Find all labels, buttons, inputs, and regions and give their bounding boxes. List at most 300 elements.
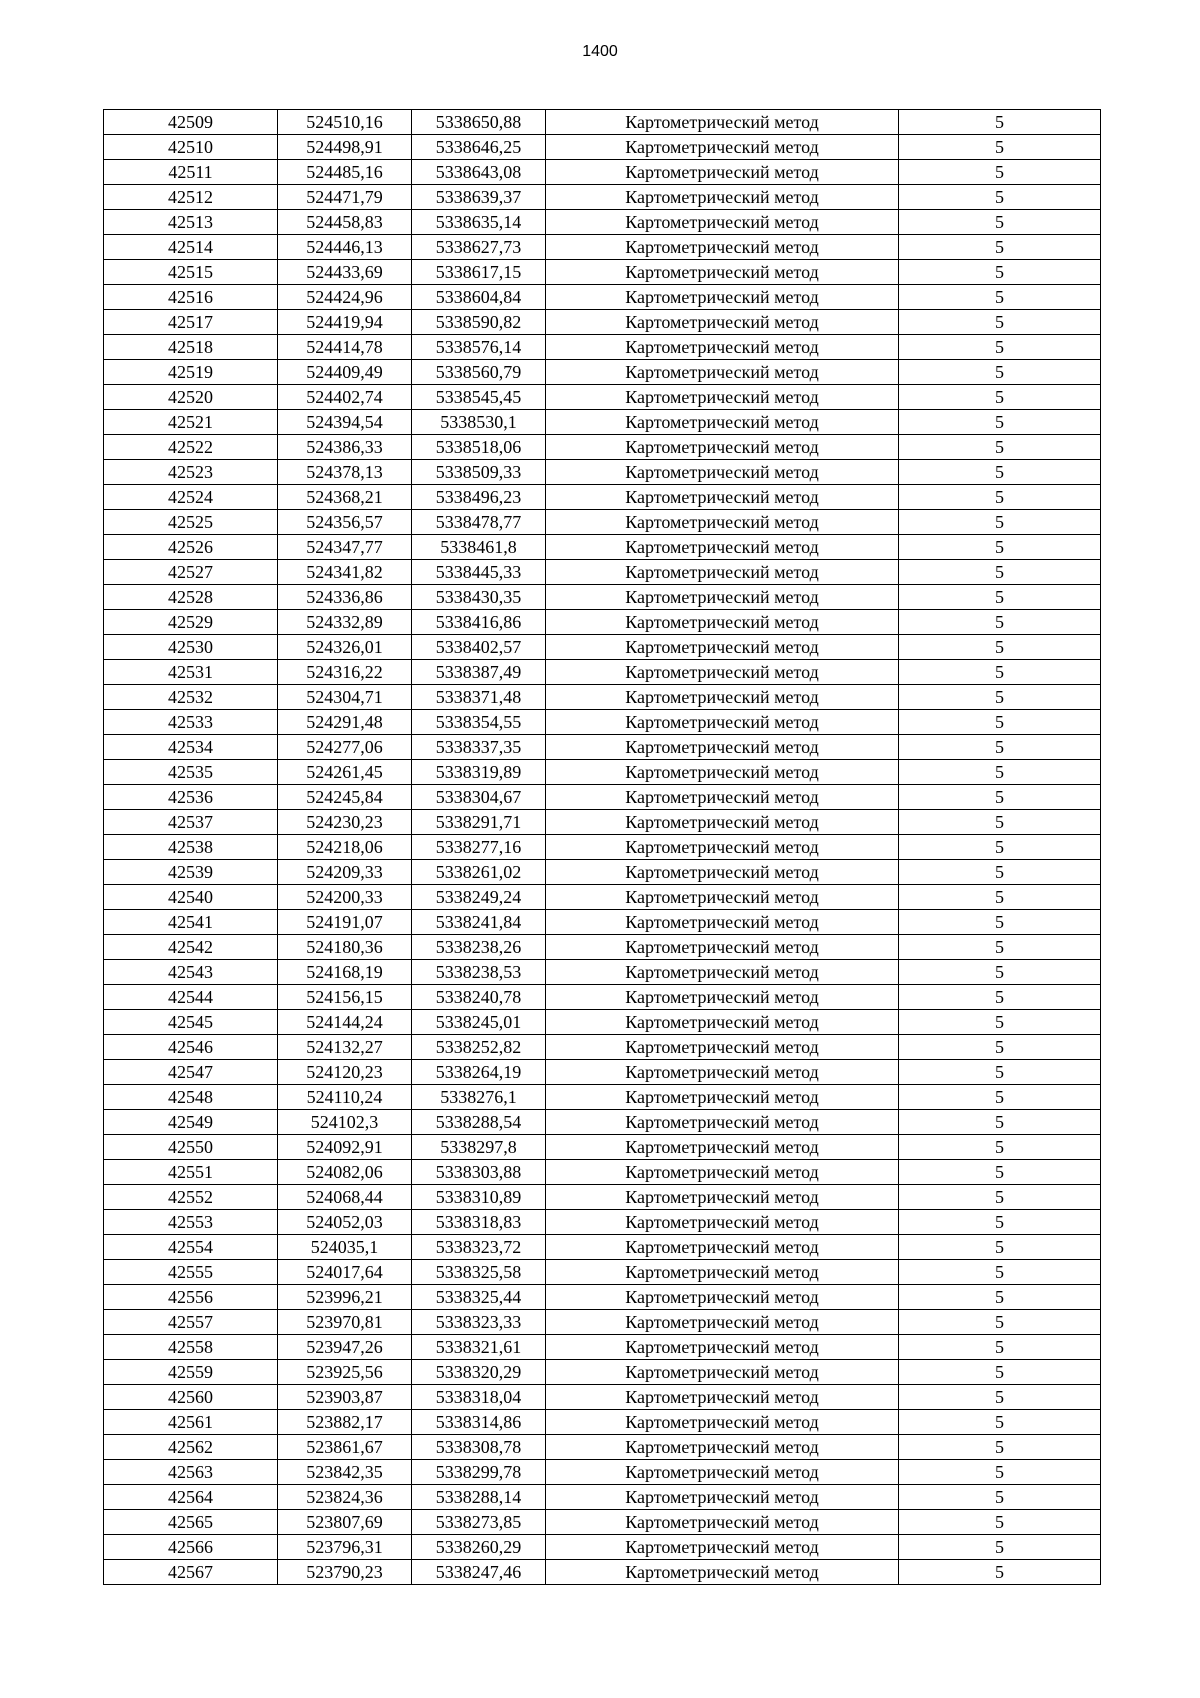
- point-number-cell: 42567: [104, 1560, 278, 1585]
- y-coordinate-cell: 5338337,35: [412, 735, 546, 760]
- method-cell: Картометрический метод: [546, 110, 899, 135]
- point-number-cell: 42510: [104, 135, 278, 160]
- accuracy-cell: 5: [899, 1160, 1101, 1185]
- y-coordinate-cell: 5338241,84: [412, 910, 546, 935]
- point-number-cell: 42519: [104, 360, 278, 385]
- method-cell: Картометрический метод: [546, 385, 899, 410]
- y-coordinate-cell: 5338310,89: [412, 1185, 546, 1210]
- accuracy-cell: 5: [899, 1260, 1101, 1285]
- table-row: [104, 485, 1101, 510]
- y-coordinate-cell: 5338238,26: [412, 935, 546, 960]
- accuracy-cell: 5: [899, 1535, 1101, 1560]
- y-coordinate-cell: 5338371,48: [412, 685, 546, 710]
- accuracy-cell: 5: [899, 685, 1101, 710]
- accuracy-cell: 5: [899, 660, 1101, 685]
- y-coordinate-cell: 5338249,24: [412, 885, 546, 910]
- accuracy-cell: 5: [899, 735, 1101, 760]
- accuracy-cell: 5: [899, 1235, 1101, 1260]
- point-number-cell: 42554: [104, 1235, 278, 1260]
- point-number-cell: 42522: [104, 435, 278, 460]
- accuracy-cell: 5: [899, 1185, 1101, 1210]
- method-cell: Картометрический метод: [546, 360, 899, 385]
- method-cell: Картометрический метод: [546, 960, 899, 985]
- y-coordinate-cell: 5338323,72: [412, 1235, 546, 1260]
- y-coordinate-cell: 5338318,04: [412, 1385, 546, 1410]
- x-coordinate-cell: 523970,81: [278, 1310, 412, 1335]
- method-cell: Картометрический метод: [546, 510, 899, 535]
- point-number-cell: 42559: [104, 1360, 278, 1385]
- point-number-cell: 42540: [104, 885, 278, 910]
- point-number-cell: 42518: [104, 335, 278, 360]
- point-number-cell: 42532: [104, 685, 278, 710]
- y-coordinate-cell: 5338430,35: [412, 585, 546, 610]
- accuracy-cell: 5: [899, 235, 1101, 260]
- table-row: [104, 585, 1101, 610]
- accuracy-cell: 5: [899, 1310, 1101, 1335]
- method-cell: Картометрический метод: [546, 160, 899, 185]
- method-cell: Картометрический метод: [546, 410, 899, 435]
- method-cell: Картометрический метод: [546, 310, 899, 335]
- x-coordinate-cell: 524409,49: [278, 360, 412, 385]
- table-row: [104, 1435, 1101, 1460]
- y-coordinate-cell: 5338518,06: [412, 435, 546, 460]
- y-coordinate-cell: 5338646,25: [412, 135, 546, 160]
- x-coordinate-cell: 524277,06: [278, 735, 412, 760]
- y-coordinate-cell: 5338297,8: [412, 1135, 546, 1160]
- x-coordinate-cell: 524394,54: [278, 410, 412, 435]
- y-coordinate-cell: 5338273,85: [412, 1510, 546, 1535]
- method-cell: Картометрический метод: [546, 1235, 899, 1260]
- table-row: [104, 235, 1101, 260]
- x-coordinate-cell: 524419,94: [278, 310, 412, 335]
- table-row: [104, 1160, 1101, 1185]
- point-number-cell: 42565: [104, 1510, 278, 1535]
- x-coordinate-cell: 524424,96: [278, 285, 412, 310]
- point-number-cell: 42528: [104, 585, 278, 610]
- method-cell: Картометрический метод: [546, 1085, 899, 1110]
- method-cell: Картометрический метод: [546, 1210, 899, 1235]
- point-number-cell: 42549: [104, 1110, 278, 1135]
- method-cell: Картометрический метод: [546, 260, 899, 285]
- y-coordinate-cell: 5338308,78: [412, 1435, 546, 1460]
- point-number-cell: 42527: [104, 560, 278, 585]
- table-row: [104, 735, 1101, 760]
- x-coordinate-cell: 524102,3: [278, 1110, 412, 1135]
- y-coordinate-cell: 5338402,57: [412, 635, 546, 660]
- accuracy-cell: 5: [899, 310, 1101, 335]
- x-coordinate-cell: 524230,23: [278, 810, 412, 835]
- x-coordinate-cell: 523824,36: [278, 1485, 412, 1510]
- method-cell: Картометрический метод: [546, 1010, 899, 1035]
- method-cell: Картометрический метод: [546, 1360, 899, 1385]
- y-coordinate-cell: 5338291,71: [412, 810, 546, 835]
- accuracy-cell: 5: [899, 160, 1101, 185]
- x-coordinate-cell: 524332,89: [278, 610, 412, 635]
- accuracy-cell: 5: [899, 360, 1101, 385]
- accuracy-cell: 5: [899, 760, 1101, 785]
- table-row: [104, 510, 1101, 535]
- table-row: [104, 685, 1101, 710]
- accuracy-cell: 5: [899, 185, 1101, 210]
- table-row: [104, 285, 1101, 310]
- point-number-cell: 42545: [104, 1010, 278, 1035]
- method-cell: Картометрический метод: [546, 560, 899, 585]
- accuracy-cell: 5: [899, 1460, 1101, 1485]
- method-cell: Картометрический метод: [546, 1110, 899, 1135]
- x-coordinate-cell: 524471,79: [278, 185, 412, 210]
- table-row: [104, 935, 1101, 960]
- x-coordinate-cell: 524110,24: [278, 1085, 412, 1110]
- method-cell: Картометрический метод: [546, 760, 899, 785]
- table-row: [104, 1535, 1101, 1560]
- method-cell: Картометрический метод: [546, 535, 899, 560]
- table-row: [104, 835, 1101, 860]
- table-row: [104, 960, 1101, 985]
- x-coordinate-cell: 524326,01: [278, 635, 412, 660]
- y-coordinate-cell: 5338288,14: [412, 1485, 546, 1510]
- method-cell: Картометрический метод: [546, 885, 899, 910]
- point-number-cell: 42529: [104, 610, 278, 635]
- accuracy-cell: 5: [899, 1010, 1101, 1035]
- y-coordinate-cell: 5338560,79: [412, 360, 546, 385]
- point-number-cell: 42531: [104, 660, 278, 685]
- table-row: [104, 1385, 1101, 1410]
- x-coordinate-cell: 524386,33: [278, 435, 412, 460]
- point-number-cell: 42563: [104, 1460, 278, 1485]
- page-number: 1400: [582, 43, 618, 60]
- accuracy-cell: 5: [899, 260, 1101, 285]
- point-number-cell: 42544: [104, 985, 278, 1010]
- method-cell: Картометрический метод: [546, 335, 899, 360]
- table-row: [104, 260, 1101, 285]
- method-cell: Картометрический метод: [546, 710, 899, 735]
- table-body: [104, 110, 1101, 1585]
- method-cell: Картометрический метод: [546, 1260, 899, 1285]
- table-row: [104, 385, 1101, 410]
- point-number-cell: 42538: [104, 835, 278, 860]
- method-cell: Картометрический метод: [546, 1185, 899, 1210]
- y-coordinate-cell: 5338545,45: [412, 385, 546, 410]
- point-number-cell: 42566: [104, 1535, 278, 1560]
- accuracy-cell: 5: [899, 610, 1101, 635]
- method-cell: Картометрический метод: [546, 1410, 899, 1435]
- y-coordinate-cell: 5338530,1: [412, 410, 546, 435]
- accuracy-cell: 5: [899, 935, 1101, 960]
- method-cell: Картометрический метод: [546, 810, 899, 835]
- y-coordinate-cell: 5338319,89: [412, 760, 546, 785]
- table-row: [104, 760, 1101, 785]
- x-coordinate-cell: 523903,87: [278, 1385, 412, 1410]
- accuracy-cell: 5: [899, 335, 1101, 360]
- x-coordinate-cell: 524068,44: [278, 1185, 412, 1210]
- point-number-cell: 42562: [104, 1435, 278, 1460]
- method-cell: Картометрический метод: [546, 910, 899, 935]
- accuracy-cell: 5: [899, 835, 1101, 860]
- accuracy-cell: 5: [899, 1285, 1101, 1310]
- accuracy-cell: 5: [899, 1110, 1101, 1135]
- table-row: [104, 1560, 1101, 1585]
- table-row: [104, 610, 1101, 635]
- x-coordinate-cell: 523947,26: [278, 1335, 412, 1360]
- y-coordinate-cell: 5338387,49: [412, 660, 546, 685]
- y-coordinate-cell: 5338627,73: [412, 235, 546, 260]
- x-coordinate-cell: 524485,16: [278, 160, 412, 185]
- table-row: [104, 1485, 1101, 1510]
- y-coordinate-cell: 5338260,29: [412, 1535, 546, 1560]
- y-coordinate-cell: 5338509,33: [412, 460, 546, 485]
- y-coordinate-cell: 5338304,67: [412, 785, 546, 810]
- x-coordinate-cell: 524291,48: [278, 710, 412, 735]
- table-row: [104, 860, 1101, 885]
- point-number-cell: 42550: [104, 1135, 278, 1160]
- table-row: [104, 1510, 1101, 1535]
- y-coordinate-cell: 5338323,33: [412, 1310, 546, 1335]
- x-coordinate-cell: 524156,15: [278, 985, 412, 1010]
- method-cell: Картометрический метод: [546, 1535, 899, 1560]
- point-number-cell: 42515: [104, 260, 278, 285]
- method-cell: Картометрический метод: [546, 985, 899, 1010]
- method-cell: Картометрический метод: [546, 285, 899, 310]
- table-row: [104, 1010, 1101, 1035]
- x-coordinate-cell: 524200,33: [278, 885, 412, 910]
- accuracy-cell: 5: [899, 860, 1101, 885]
- x-coordinate-cell: 524378,13: [278, 460, 412, 485]
- y-coordinate-cell: 5338252,82: [412, 1035, 546, 1060]
- method-cell: Картометрический метод: [546, 935, 899, 960]
- table-row: [104, 460, 1101, 485]
- table-row: [104, 1260, 1101, 1285]
- accuracy-cell: 5: [899, 885, 1101, 910]
- point-number-cell: 42548: [104, 1085, 278, 1110]
- accuracy-cell: 5: [899, 960, 1101, 985]
- x-coordinate-cell: 524433,69: [278, 260, 412, 285]
- table-row: [104, 135, 1101, 160]
- method-cell: Картометрический метод: [546, 235, 899, 260]
- method-cell: Картометрический метод: [546, 835, 899, 860]
- table-row: [104, 185, 1101, 210]
- point-number-cell: 42514: [104, 235, 278, 260]
- method-cell: Картометрический метод: [546, 485, 899, 510]
- method-cell: Картометрический метод: [546, 1510, 899, 1535]
- accuracy-cell: 5: [899, 210, 1101, 235]
- method-cell: Картометрический метод: [546, 435, 899, 460]
- point-number-cell: 42524: [104, 485, 278, 510]
- method-cell: Картометрический метод: [546, 1385, 899, 1410]
- method-cell: Картометрический метод: [546, 1060, 899, 1085]
- y-coordinate-cell: 5338617,15: [412, 260, 546, 285]
- method-cell: Картометрический метод: [546, 735, 899, 760]
- x-coordinate-cell: 524035,1: [278, 1235, 412, 1260]
- table-row: [104, 1235, 1101, 1260]
- y-coordinate-cell: 5338299,78: [412, 1460, 546, 1485]
- x-coordinate-cell: 523796,31: [278, 1535, 412, 1560]
- y-coordinate-cell: 5338590,82: [412, 310, 546, 335]
- y-coordinate-cell: 5338496,23: [412, 485, 546, 510]
- y-coordinate-cell: 5338303,88: [412, 1160, 546, 1185]
- accuracy-cell: 5: [899, 535, 1101, 560]
- point-number-cell: 42560: [104, 1385, 278, 1410]
- x-coordinate-cell: 524261,45: [278, 760, 412, 785]
- y-coordinate-cell: 5338445,33: [412, 560, 546, 585]
- x-coordinate-cell: 523996,21: [278, 1285, 412, 1310]
- point-number-cell: 42517: [104, 310, 278, 335]
- table-row: [104, 410, 1101, 435]
- table-row: [104, 785, 1101, 810]
- point-number-cell: 42561: [104, 1410, 278, 1435]
- point-number-cell: 42530: [104, 635, 278, 660]
- accuracy-cell: 5: [899, 1485, 1101, 1510]
- accuracy-cell: 5: [899, 1410, 1101, 1435]
- table-row: [104, 1285, 1101, 1310]
- method-cell: Картометрический метод: [546, 1135, 899, 1160]
- point-number-cell: 42552: [104, 1185, 278, 1210]
- y-coordinate-cell: 5338288,54: [412, 1110, 546, 1135]
- accuracy-cell: 5: [899, 910, 1101, 935]
- accuracy-cell: 5: [899, 710, 1101, 735]
- y-coordinate-cell: 5338264,19: [412, 1060, 546, 1085]
- point-number-cell: 42541: [104, 910, 278, 935]
- y-coordinate-cell: 5338277,16: [412, 835, 546, 860]
- accuracy-cell: 5: [899, 410, 1101, 435]
- y-coordinate-cell: 5338461,8: [412, 535, 546, 560]
- y-coordinate-cell: 5338247,46: [412, 1560, 546, 1585]
- x-coordinate-cell: 524336,86: [278, 585, 412, 610]
- x-coordinate-cell: 524510,16: [278, 110, 412, 135]
- x-coordinate-cell: 524341,82: [278, 560, 412, 585]
- point-number-cell: 42520: [104, 385, 278, 410]
- point-number-cell: 42543: [104, 960, 278, 985]
- point-number-cell: 42526: [104, 535, 278, 560]
- method-cell: Картометрический метод: [546, 1435, 899, 1460]
- accuracy-cell: 5: [899, 385, 1101, 410]
- method-cell: Картометрический метод: [546, 785, 899, 810]
- method-cell: Картометрический метод: [546, 210, 899, 235]
- y-coordinate-cell: 5338276,1: [412, 1085, 546, 1110]
- table-row: [104, 1210, 1101, 1235]
- y-coordinate-cell: 5338650,88: [412, 110, 546, 135]
- point-number-cell: 42535: [104, 760, 278, 785]
- accuracy-cell: 5: [899, 1035, 1101, 1060]
- point-number-cell: 42511: [104, 160, 278, 185]
- accuracy-cell: 5: [899, 1085, 1101, 1110]
- y-coordinate-cell: 5338576,14: [412, 335, 546, 360]
- x-coordinate-cell: 524218,06: [278, 835, 412, 860]
- table-row: [104, 1135, 1101, 1160]
- x-coordinate-cell: 523790,23: [278, 1560, 412, 1585]
- accuracy-cell: 5: [899, 1060, 1101, 1085]
- point-number-cell: 42534: [104, 735, 278, 760]
- point-number-cell: 42536: [104, 785, 278, 810]
- accuracy-cell: 5: [899, 285, 1101, 310]
- y-coordinate-cell: 5338314,86: [412, 1410, 546, 1435]
- y-coordinate-cell: 5338354,55: [412, 710, 546, 735]
- method-cell: Картометрический метод: [546, 660, 899, 685]
- x-coordinate-cell: 523842,35: [278, 1460, 412, 1485]
- table-row: [104, 985, 1101, 1010]
- table-row: [104, 1060, 1101, 1085]
- accuracy-cell: 5: [899, 1510, 1101, 1535]
- point-number-cell: 42555: [104, 1260, 278, 1285]
- accuracy-cell: 5: [899, 135, 1101, 160]
- y-coordinate-cell: 5338238,53: [412, 960, 546, 985]
- table-row: [104, 1310, 1101, 1335]
- accuracy-cell: 5: [899, 635, 1101, 660]
- accuracy-cell: 5: [899, 985, 1101, 1010]
- table-row: [104, 885, 1101, 910]
- table-row: [104, 435, 1101, 460]
- table-row: [104, 310, 1101, 335]
- point-number-cell: 42521: [104, 410, 278, 435]
- table-row: [104, 210, 1101, 235]
- x-coordinate-cell: 524132,27: [278, 1035, 412, 1060]
- point-number-cell: 42557: [104, 1310, 278, 1335]
- y-coordinate-cell: 5338478,77: [412, 510, 546, 535]
- y-coordinate-cell: 5338643,08: [412, 160, 546, 185]
- x-coordinate-cell: 524168,19: [278, 960, 412, 985]
- accuracy-cell: 5: [899, 435, 1101, 460]
- accuracy-cell: 5: [899, 585, 1101, 610]
- y-coordinate-cell: 5338245,01: [412, 1010, 546, 1035]
- accuracy-cell: 5: [899, 1335, 1101, 1360]
- table-row: [104, 635, 1101, 660]
- table-row: [104, 160, 1101, 185]
- y-coordinate-cell: 5338604,84: [412, 285, 546, 310]
- accuracy-cell: 5: [899, 1360, 1101, 1385]
- x-coordinate-cell: 524191,07: [278, 910, 412, 935]
- point-number-cell: 42553: [104, 1210, 278, 1235]
- y-coordinate-cell: 5338325,44: [412, 1285, 546, 1310]
- y-coordinate-cell: 5338240,78: [412, 985, 546, 1010]
- method-cell: Картометрический метод: [546, 1485, 899, 1510]
- accuracy-cell: 5: [899, 485, 1101, 510]
- x-coordinate-cell: 524209,33: [278, 860, 412, 885]
- table-row: [104, 535, 1101, 560]
- x-coordinate-cell: 524144,24: [278, 1010, 412, 1035]
- x-coordinate-cell: 524180,36: [278, 935, 412, 960]
- point-number-cell: 42509: [104, 110, 278, 135]
- y-coordinate-cell: 5338416,86: [412, 610, 546, 635]
- x-coordinate-cell: 524402,74: [278, 385, 412, 410]
- method-cell: Картометрический метод: [546, 1335, 899, 1360]
- accuracy-cell: 5: [899, 110, 1101, 135]
- point-number-cell: 42537: [104, 810, 278, 835]
- point-number-cell: 42533: [104, 710, 278, 735]
- x-coordinate-cell: 523882,17: [278, 1410, 412, 1435]
- accuracy-cell: 5: [899, 1135, 1101, 1160]
- x-coordinate-cell: 524052,03: [278, 1210, 412, 1235]
- x-coordinate-cell: 524458,83: [278, 210, 412, 235]
- table-row: [104, 1035, 1101, 1060]
- method-cell: Картометрический метод: [546, 1035, 899, 1060]
- accuracy-cell: 5: [899, 1435, 1101, 1460]
- table-row: [104, 910, 1101, 935]
- x-coordinate-cell: 524092,91: [278, 1135, 412, 1160]
- point-number-cell: 42516: [104, 285, 278, 310]
- point-number-cell: 42542: [104, 935, 278, 960]
- x-coordinate-cell: 524356,57: [278, 510, 412, 535]
- point-number-cell: 42539: [104, 860, 278, 885]
- method-cell: Картометрический метод: [546, 185, 899, 210]
- table-row: [104, 1410, 1101, 1435]
- point-number-cell: 42551: [104, 1160, 278, 1185]
- table-row: [104, 360, 1101, 385]
- table-row: [104, 1185, 1101, 1210]
- x-coordinate-cell: 523861,67: [278, 1435, 412, 1460]
- y-coordinate-cell: 5338639,37: [412, 185, 546, 210]
- x-coordinate-cell: 524368,21: [278, 485, 412, 510]
- point-number-cell: 42547: [104, 1060, 278, 1085]
- y-coordinate-cell: 5338321,61: [412, 1335, 546, 1360]
